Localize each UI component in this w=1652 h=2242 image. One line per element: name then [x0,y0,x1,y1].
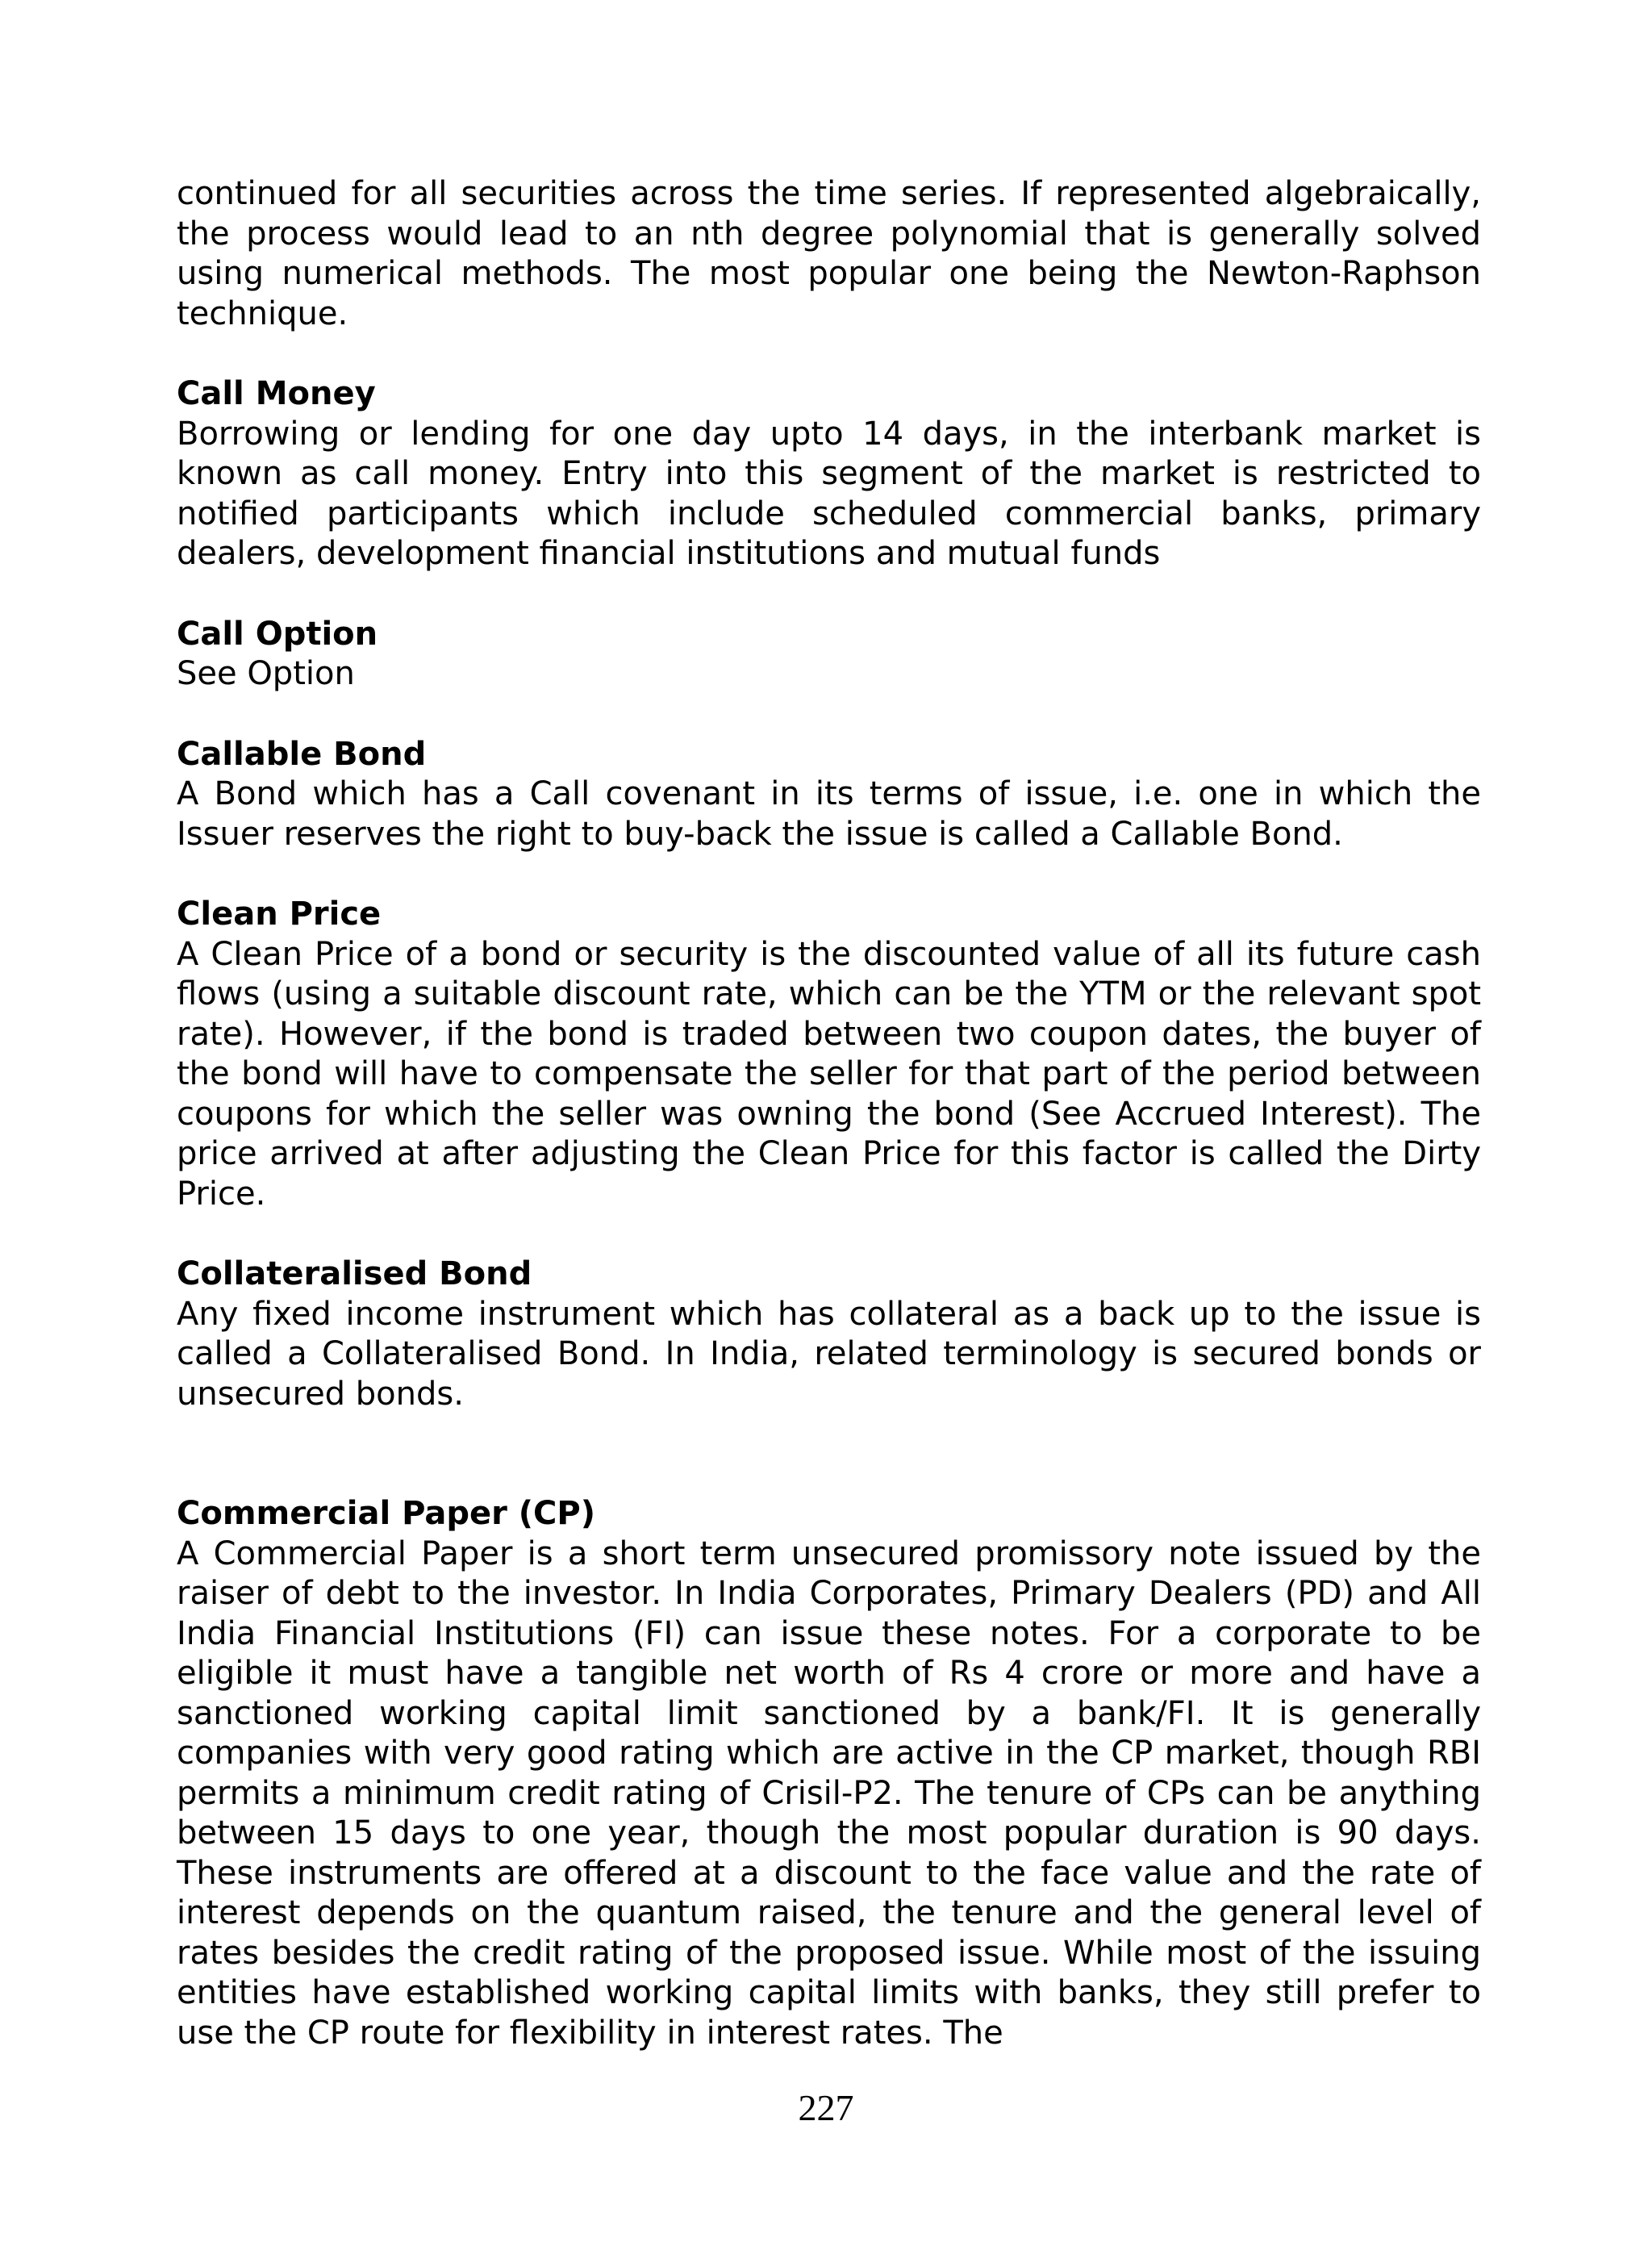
term-definition: A Bond which has a Call covenant in its terms of issue, i.e. one in which the Issuer reserves the right to buy-back the issue is called a Callable Bond. [177,775,1481,853]
spacer [177,334,1481,374]
page-content [177,174,1481,2053]
term-heading: Callable Bond [177,735,427,773]
term-heading: Collateralised Bond [177,1255,532,1292]
spacer [177,1414,1481,1494]
glossary-entry-clean-price [177,895,1481,1214]
term-heading: Call Option [177,615,378,653]
term-heading: Clean Price [177,896,382,933]
page-number: 227 [798,2087,854,2128]
term-definition: Borrowing or lending for one day upto 14 days, in the interbank market is known as call money. Entry into this segment of the market is restricted to notified participants which include scheduled commercial banks, primary dealers, development financial institutions and mutual funds [177,415,1481,572]
glossary-entry-call-money [177,374,1481,574]
spacer [177,695,1481,735]
spacer [177,574,1481,615]
intro-paragraph: continued for all securities across the time series. If represented algebraically, the process would lead to an nth degree polynomial that is generally solved using numerical methods. The most popular one being the Newton-Raphson technique. [177,175,1481,332]
glossary-entry-call-option [177,615,1481,695]
glossary-entry-collateralised-bond [177,1255,1481,1414]
term-heading: Commercial Paper (CP) [177,1495,595,1532]
glossary-entry-callable-bond [177,735,1481,855]
term-definition: A Commercial Paper is a short term unsecured promissory note issued by the raiser of debt to the investor. In India Corporates, Primary Dealers (PD) and All India Financial Institutions (FI) can issue these notes. For a corporate to be eligible it must have a tangible net worth of Rs 4 crore or more and have a sanctioned working capital limit sanctioned by a bank/FI. It is generally companies with very good rating which are active in the CP market, though RBI permits a minimum credit rating of Crisil-P2. The tenure of CPs can be anything between 15 days to one year, though the most popular duration is 90 days. These instruments are offered at a discount to the face value and the rate of interest depends on the quantum raised, the tenure and the general level of rates besides the credit rating of the proposed issue. While most of the issuing entities have established working capital limits with banks, they still prefer to use the CP route for flexibility in interest rates. The [177,1534,1481,2052]
glossary-entry-commercial-paper [177,1494,1481,2053]
term-definition: Any fixed income instrument which has collateral as a back up to the issue is called a Collateralised Bond. In India, related terminology is secured bonds or unsecured bonds. [177,1295,1481,1413]
spacer [177,1214,1481,1255]
spacer [177,854,1481,895]
term-definition: See Option [177,655,355,692]
term-definition: A Clean Price of a bond or security is the discounted value of all its future cash flows (using a suitable discount rate, which can be the YTM or the relevant spot rate). However, if the bond is traded between two coupon dates, the buyer of the bond will have to compensate the seller for that part of the period between coupons for which the seller was owning the bond (See Accrued Interest). The price arrived at after adjusting the Clean Price for this factor is called the Dirty Price. [177,935,1481,1213]
term-heading: Call Money [177,375,376,412]
